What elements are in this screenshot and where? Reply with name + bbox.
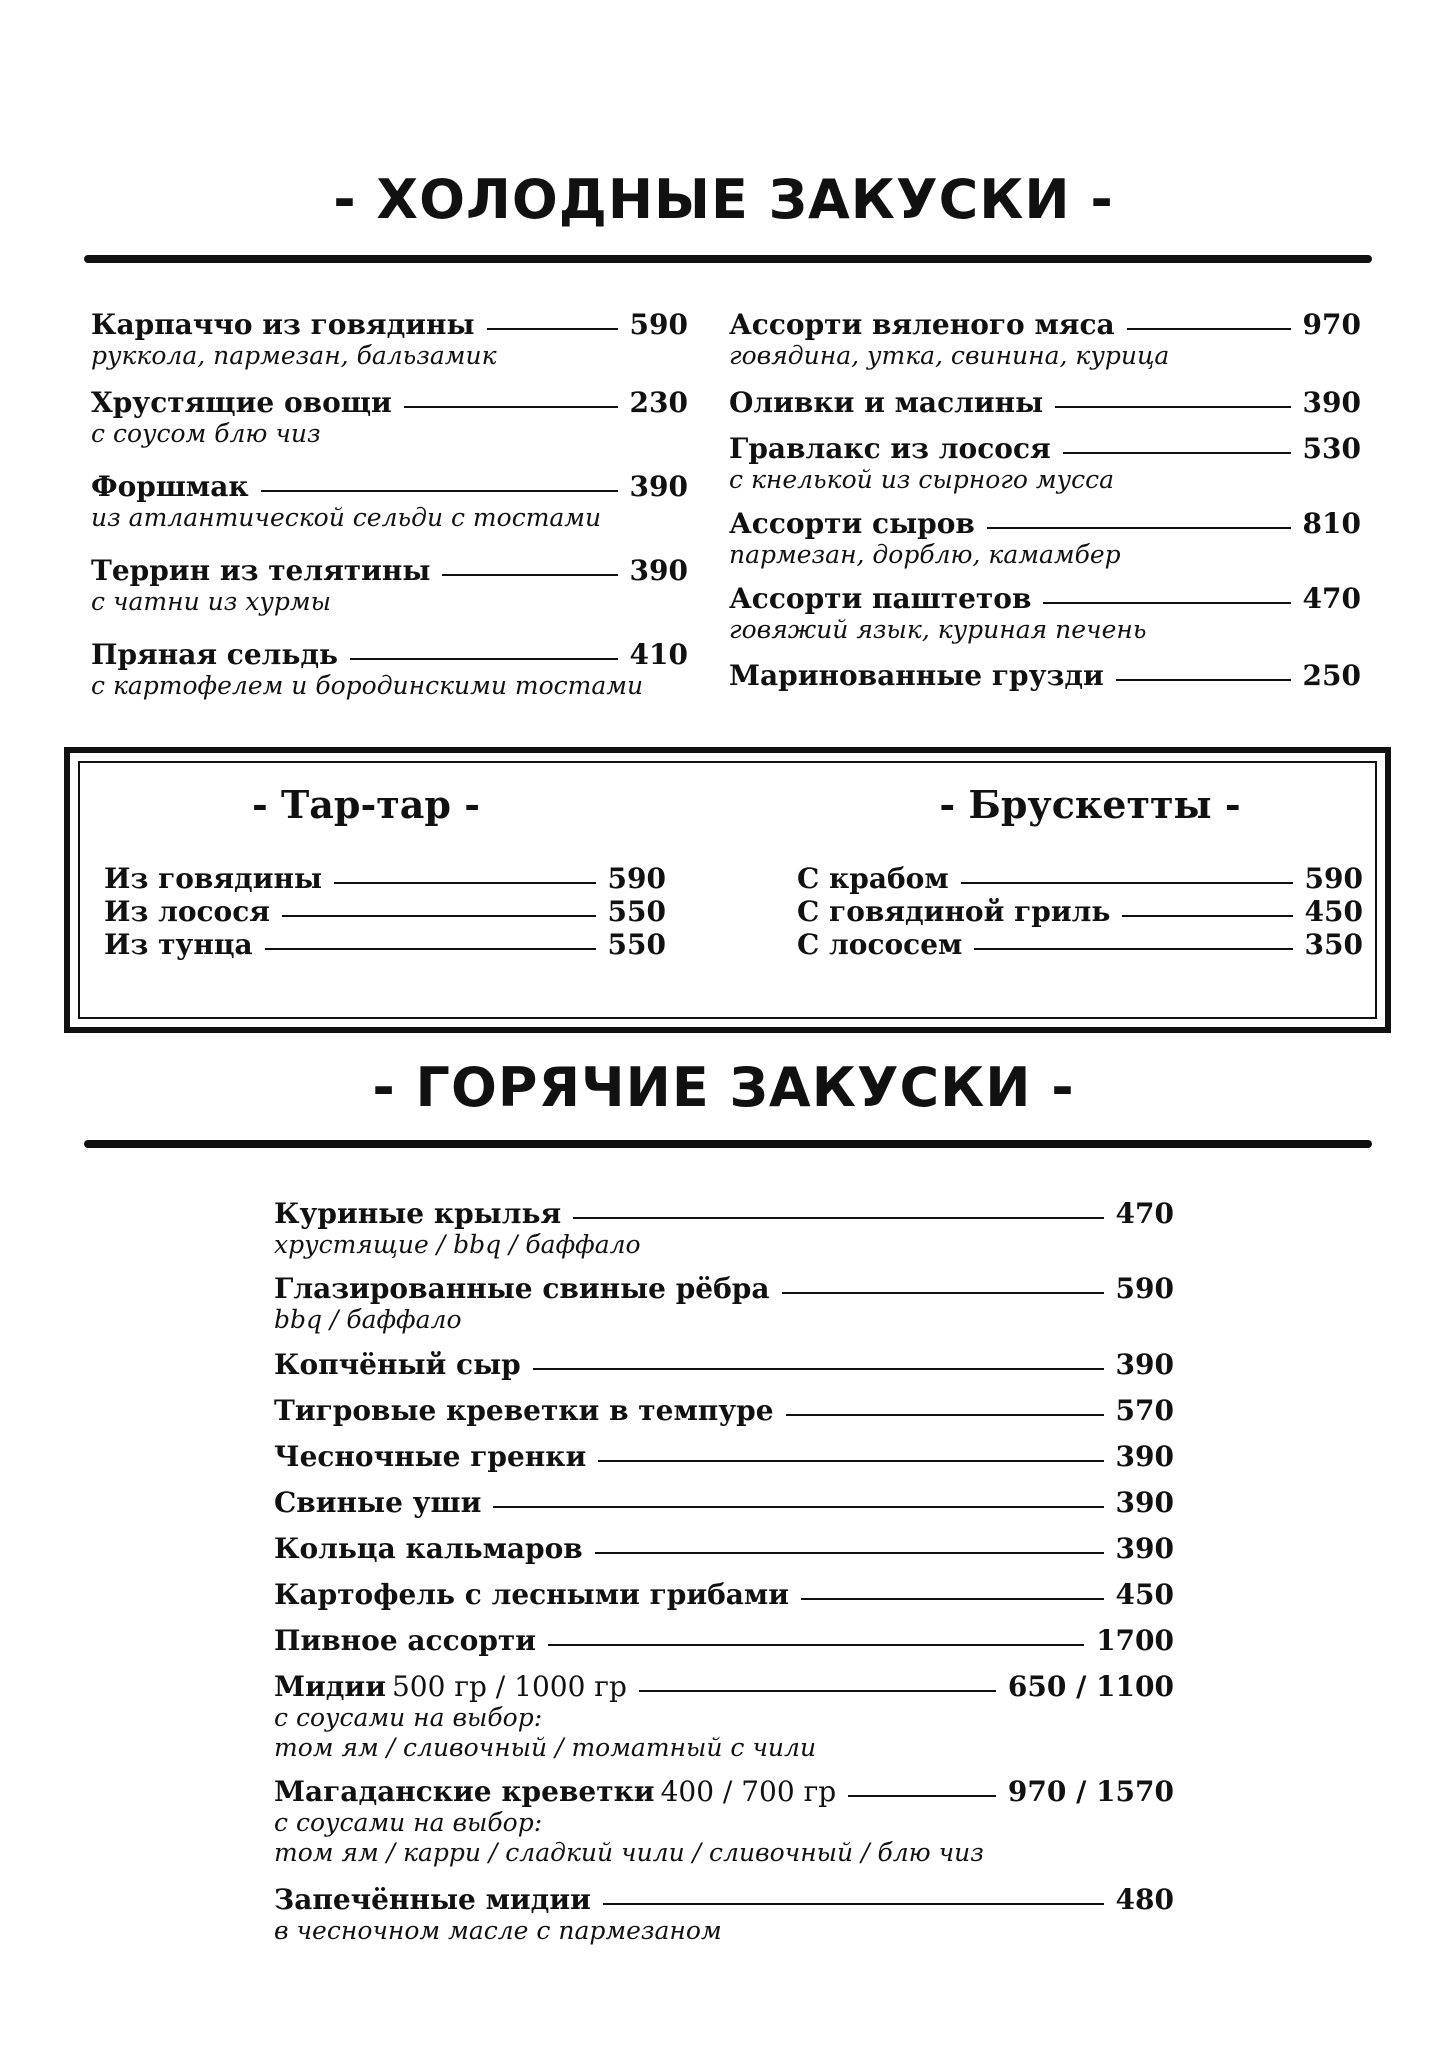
hot-section-title: - ГОРЯЧИЕ ЗАКУСКИ - xyxy=(372,1056,1075,1119)
leader-line xyxy=(265,948,596,950)
menu-item xyxy=(797,862,1363,895)
menu-item xyxy=(91,470,688,554)
tartar-title: - Тар-тар - xyxy=(252,782,480,827)
leader-line xyxy=(603,1903,1104,1905)
menu-item xyxy=(729,386,1361,432)
menu-item xyxy=(91,638,688,716)
leader-line xyxy=(493,1506,1103,1508)
item-price: 450 xyxy=(1115,1578,1174,1611)
item-price: 1700 xyxy=(1096,1624,1174,1657)
item-description: в чесночном масле с пармезаном xyxy=(274,1916,722,1945)
leader-line xyxy=(848,1795,996,1797)
leader-line xyxy=(573,1217,1103,1219)
leader-line xyxy=(595,1552,1104,1554)
leader-line xyxy=(1055,406,1290,408)
menu-item xyxy=(91,308,688,386)
item-description: с соусом блю чиз xyxy=(91,419,321,448)
item-price: 390 xyxy=(1302,386,1361,419)
item-name: Карпаччо из говядины xyxy=(91,308,475,341)
item-name: Свиные уши xyxy=(274,1486,482,1519)
item-price: 590 xyxy=(629,308,688,341)
item-portion: 400 / 700 гр xyxy=(660,1775,837,1808)
item-name: Из лосося xyxy=(104,895,270,928)
menu-item xyxy=(274,1883,1174,1958)
item-name: С говядиной гриль xyxy=(797,895,1111,928)
item-name: С лососем xyxy=(797,928,963,961)
leader-line xyxy=(801,1598,1104,1600)
leader-line xyxy=(639,1690,996,1692)
item-description: том ям / сливочный / томатный с чили xyxy=(274,1733,817,1762)
cold-section-title: - ХОЛОДНЫЕ ЗАКУСКИ - xyxy=(333,168,1114,231)
menu-item xyxy=(274,1197,1174,1272)
menu-item xyxy=(729,432,1361,507)
item-name: Кольца кальмаров xyxy=(274,1532,583,1565)
item-name: Пряная сельдь xyxy=(91,638,339,671)
menu-item xyxy=(797,928,1363,961)
item-name: С крабом xyxy=(797,862,949,895)
item-description: bbq / баффало xyxy=(274,1305,462,1334)
item-price: 590 xyxy=(607,862,666,895)
menu-item xyxy=(91,386,688,470)
tartar-list xyxy=(104,862,666,961)
menu-item xyxy=(274,1440,1174,1486)
item-price: 390 xyxy=(1115,1440,1174,1473)
bruschetta-list xyxy=(797,862,1363,961)
item-price: 530 xyxy=(1302,432,1361,465)
item-price: 230 xyxy=(629,386,688,419)
menu-item xyxy=(274,1532,1174,1578)
leader-line xyxy=(961,882,1293,884)
menu-item xyxy=(274,1624,1174,1670)
menu-item xyxy=(274,1348,1174,1394)
menu-item xyxy=(104,928,666,961)
cold-left-column xyxy=(91,308,688,716)
item-price: 550 xyxy=(607,895,666,928)
item-name: Ассорти паштетов xyxy=(729,582,1032,615)
item-price: 450 xyxy=(1304,895,1363,928)
leader-line xyxy=(282,915,596,917)
item-name: Форшмак xyxy=(91,470,249,503)
menu-item xyxy=(91,554,688,638)
item-price: 970 / 1570 xyxy=(1007,1775,1174,1808)
leader-line xyxy=(533,1368,1104,1370)
item-description: с кнелькой из сырного мусса xyxy=(729,465,1115,494)
item-price: 590 xyxy=(1304,862,1363,895)
leader-line xyxy=(261,490,618,492)
menu-item xyxy=(274,1486,1174,1532)
menu-item xyxy=(274,1775,1174,1883)
item-name: Пивное ассорти xyxy=(274,1624,537,1657)
leader-line xyxy=(548,1644,1084,1646)
item-price: 590 xyxy=(1115,1272,1174,1305)
leader-line xyxy=(987,527,1291,529)
leader-line xyxy=(786,1414,1104,1416)
item-name: Куриные крылья xyxy=(274,1197,562,1230)
item-description: том ям / карри / сладкий чили / сливочный / блю чиз xyxy=(274,1838,984,1867)
item-description: с картофелем и бородинскими тостами xyxy=(91,671,644,700)
item-price: 970 xyxy=(1302,308,1361,341)
item-price: 550 xyxy=(607,928,666,961)
item-name: Картофель с лесными грибами xyxy=(274,1578,789,1611)
item-name: Хрустящие овощи xyxy=(91,386,392,419)
leader-line xyxy=(974,948,1292,950)
cold-section-rule xyxy=(84,255,1372,263)
item-price: 390 xyxy=(1115,1348,1174,1381)
menu-item xyxy=(729,507,1361,582)
item-description: хрустящие / bbq / баффало xyxy=(274,1230,641,1259)
leader-line xyxy=(598,1460,1103,1462)
menu-item xyxy=(104,895,666,928)
item-price: 480 xyxy=(1115,1883,1174,1916)
item-description: из атлантической сельди с тостами xyxy=(91,503,602,532)
bruschetta-title: - Брускетты - xyxy=(939,782,1241,827)
item-description: с соусами на выбор: xyxy=(274,1703,543,1732)
item-name: Тигровые креветки в темпуре xyxy=(274,1394,774,1427)
item-price: 350 xyxy=(1304,928,1363,961)
item-description: говяжий язык, куриная печень xyxy=(729,615,1147,644)
item-price: 390 xyxy=(1115,1532,1174,1565)
leader-line xyxy=(404,406,618,408)
item-price: 470 xyxy=(1115,1197,1174,1230)
leader-line xyxy=(1122,915,1292,917)
item-name: Гравлакс из лосося xyxy=(729,432,1051,465)
item-name: Оливки и маслины xyxy=(729,386,1044,419)
menu-item xyxy=(274,1272,1174,1348)
item-name: Запечённые мидии xyxy=(274,1883,591,1916)
hot-section-rule xyxy=(84,1140,1372,1148)
menu-item xyxy=(274,1670,1174,1775)
leader-line xyxy=(334,882,596,884)
leader-line xyxy=(1116,679,1291,681)
item-name: Из тунца xyxy=(104,928,253,961)
menu-item xyxy=(729,308,1361,386)
menu-item xyxy=(274,1394,1174,1440)
item-price: 250 xyxy=(1302,659,1361,692)
menu-item xyxy=(729,659,1361,699)
item-description: с соусами на выбор: xyxy=(274,1808,543,1837)
leader-line xyxy=(442,574,617,576)
item-description: пармезан, дорблю, камамбер xyxy=(729,540,1121,569)
hot-list xyxy=(274,1197,1174,1958)
leader-line xyxy=(487,328,618,330)
leader-line xyxy=(782,1292,1104,1294)
item-price: 390 xyxy=(1115,1486,1174,1519)
item-description: говядина, утка, свинина, курица xyxy=(729,341,1170,370)
item-price: 470 xyxy=(1302,582,1361,615)
leader-line xyxy=(1043,602,1290,604)
menu-item xyxy=(729,582,1361,659)
leader-line xyxy=(1127,328,1291,330)
item-name: Магаданские креветки xyxy=(274,1775,655,1808)
cold-right-column xyxy=(729,308,1361,699)
item-name: Из говядины xyxy=(104,862,323,895)
item-price: 390 xyxy=(629,554,688,587)
menu-item xyxy=(274,1578,1174,1624)
leader-line xyxy=(350,658,617,660)
item-name: Мидии xyxy=(274,1670,386,1703)
item-name: Ассорти сыров xyxy=(729,507,975,540)
item-price: 570 xyxy=(1115,1394,1174,1427)
item-name: Ассорти вяленого мяса xyxy=(729,308,1115,341)
item-price: 410 xyxy=(629,638,688,671)
item-name: Чесночные гренки xyxy=(274,1440,587,1473)
item-price: 390 xyxy=(629,470,688,503)
item-price: 650 / 1100 xyxy=(1007,1670,1174,1703)
item-name: Копчёный сыр xyxy=(274,1348,521,1381)
item-name: Глазированные свиные рёбра xyxy=(274,1272,770,1305)
item-description: руккола, пармезан, бальзамик xyxy=(91,341,497,370)
menu-item xyxy=(797,895,1363,928)
item-name: Маринованные грузди xyxy=(729,659,1104,692)
item-portion: 500 гр / 1000 гр xyxy=(391,1670,627,1703)
menu-item xyxy=(104,862,666,895)
leader-line xyxy=(1063,452,1291,454)
item-price: 810 xyxy=(1302,507,1361,540)
item-description: с чатни из хурмы xyxy=(91,587,332,616)
item-name: Террин из телятины xyxy=(91,554,431,587)
